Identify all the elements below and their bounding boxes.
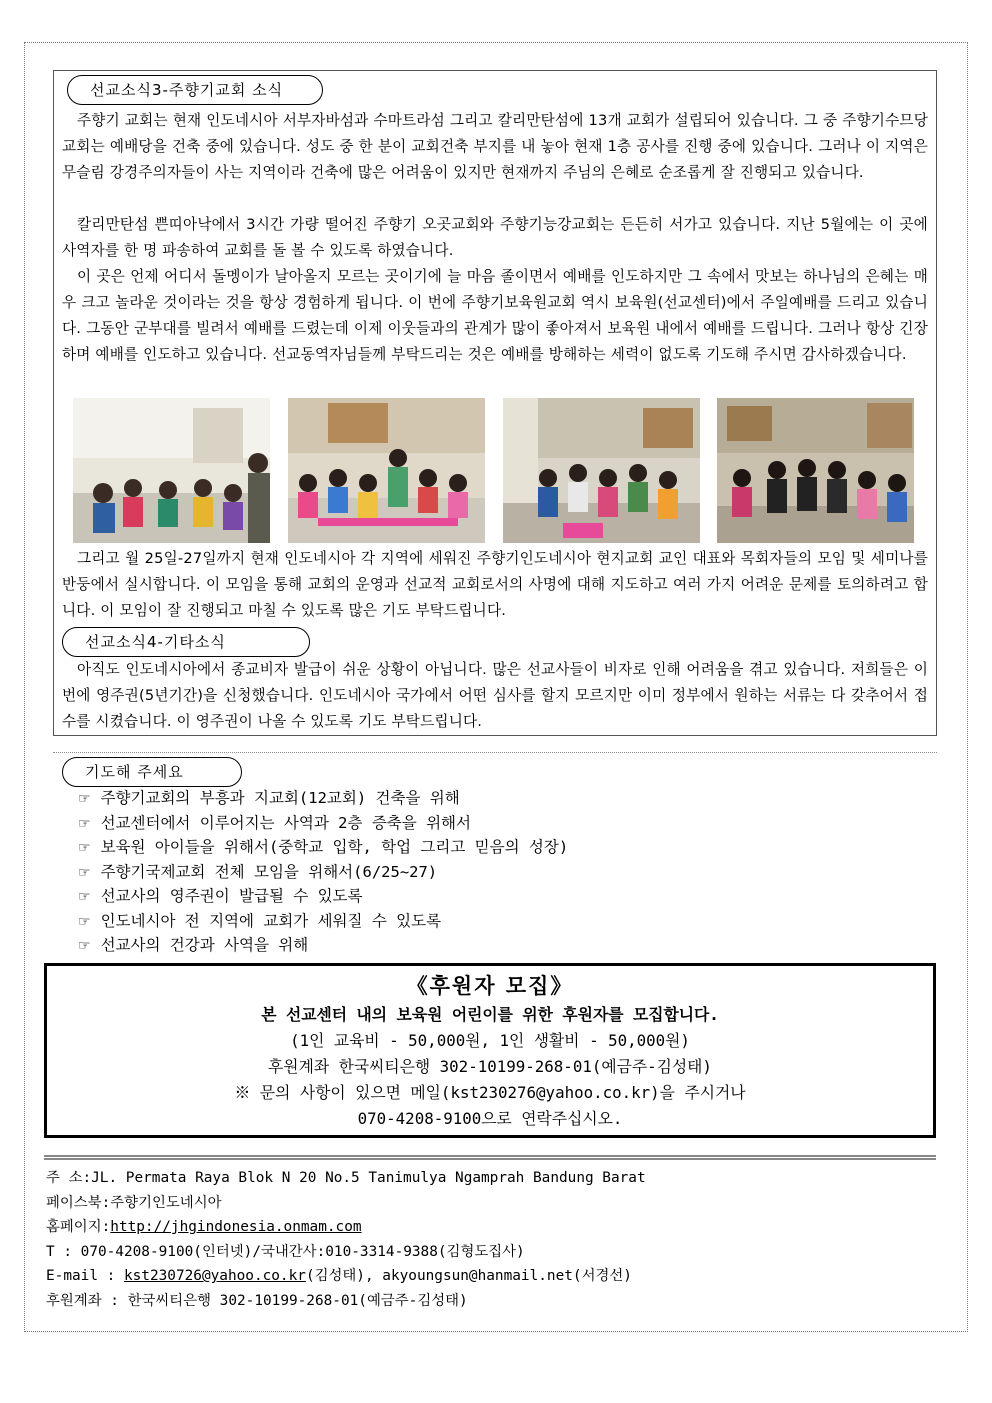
prayer-title: 기도해 주세요 [62, 757, 242, 787]
section4-paragraph: 아직도 인도네시아에서 종교비자 발급이 쉬운 상황이 아닙니다. 많은 선교사들이 비자로 인해 어려움을 겪고 있습니다. 저희들은 이번에 영주권(5년기간)을 신청했습니다. 인도네시아 국가에서 어떤 심사를 할지 모르지만 이미 정부에서 원하는 서류는 다 갖추어서 접수를 시켰습니다. 이 영주권이 나올 수 있도록 기도 부탁드립니다. [62, 661, 928, 730]
prayer-item: ☞ 주향기국제교회 전체 모임을 위해서(6/25~27) [78, 862, 438, 881]
section-divider [53, 752, 937, 753]
prayer-item: ☞ 선교사의 영주권이 발급될 수 있도록 [78, 887, 363, 905]
footer-divider [44, 1155, 936, 1160]
pointing-hand-icon: ☞ [78, 889, 91, 905]
email-link[interactable]: kst230726@yahoo.co.kr [123, 1268, 306, 1284]
photo-children-worship-3 [503, 398, 700, 543]
section3-paragraph-3: 이 곳은 언제 어디서 돌멩이가 날아올지 모르는 곳이기에 늘 마음 졸이면서 예배를 인도하지만 그 속에서 맛보는 하나님의 은혜는 매우 크고 놀라운 것이라는 것을 항상 경험하게 됩니다. 이 번에 주향기보육원교회 역시 보육원(선교센터)에서 주일예배를 드리고 있습니다. 그동안 군부대를 빌려서 예배를 드렸는데 이제 이웃들과의 관계가 많이 좋아져서 보육원 내에서 예배를 드립니다. 그러나 항상 긴장하며 예배를 인도하고 있습니다. 선교동역자님들께 부탁드리는 것은 예배를 방해하는 세력이 없도록 기도해 주시면 감사하겠습니다. [62, 268, 928, 363]
homepage-link[interactable]: http://jhgindonesia.onmam.com [110, 1219, 362, 1235]
facebook-line: 페이스북:주향기인도네시아 [46, 1194, 222, 1211]
homepage-line: 홈페이지:http://jhgindonesia.onmam.com [46, 1219, 362, 1235]
prayer-item: ☞ 보육원 아이들을 위해서(중학교 입학, 학업 그리고 믿음의 성장) [78, 838, 569, 856]
section4-title: 선교소식4-기타소식 [62, 627, 310, 657]
pointing-hand-icon: ☞ [78, 815, 91, 832]
email-line: E-mail : kst230726@yahoo.co.kr(김성태), akyoungsun@hanmail.net(서경선) [46, 1268, 632, 1284]
address-line: 주 소:JL. Permata Raya Blok N 20 No.5 Tanimulya Ngamprah Bandung Barat [46, 1170, 646, 1186]
prayer-list [78, 786, 568, 958]
pointing-hand-icon: ☞ [78, 913, 91, 930]
account-line: 후원계좌 : 한국씨티은행 302-10199-268-01(예금주-김성태) [46, 1292, 468, 1309]
section3-paragraph-4: 그리고 월 25일-27일까지 현재 인도네시아 각 지역에 세워진 주향기인도네시아 현지교회 교인 대표와 목회자들의 모임 및 세미나를 반둥에서 실시합니다. 이 모임을 통해 교회의 운영과 선교적 교회로서의 사명에 대해 지도하고 여러 가지 어려운 문제를 토의하려고 합니다. 이 모임이 잘 진행되고 마칠 수 있도록 많은 기도 부탁드립니다. [62, 550, 928, 619]
section3-title: 선교소식3-주향기교회 소식 [67, 75, 323, 105]
sponsor-line: ※ 문의 사항이 있으면 메일(kst230276@yahoo.co.kr)을 주시거나 [234, 1083, 746, 1102]
contact-footer [46, 1166, 646, 1313]
prayer-item: ☞ 주향기교회의 부흥과 지교회(12교회) 건축을 위해 [78, 789, 460, 807]
sponsor-recruitment-box [44, 963, 936, 1138]
pointing-hand-icon: ☞ [78, 864, 91, 881]
photo-children-worship-4 [717, 398, 914, 543]
pointing-hand-icon: ☞ [78, 938, 91, 954]
pointing-hand-icon: ☞ [78, 791, 91, 807]
sponsor-title: 《후원자 모집》 [406, 973, 574, 998]
photo-children-worship-1 [73, 398, 270, 543]
section3-paragraph-1: 주향기 교회는 현재 인도네시아 서부자바섬과 수마트라섬 그리고 칼리만탄섬에 13개 교회가 설립되어 있습니다. 그 중 주향기수므당교회는 예배당을 건축 중에 있습니다. 성도 중 한 분이 교회건축 부지를 내 놓아 현재 1층 공사를 진행 중에 있습니다. 그러나 이 지역은 무슬림 강경주의자들이 사는 지역이라 건축에 많은 어려움이 있지만 현재까지 주님의 은혜로 순조롭게 잘 진행되고 있습니다. [62, 112, 928, 181]
phone-line: T : 070-4208-9100(인터넷)/국내간사:010-3314-9388(김형도집사) [46, 1243, 525, 1260]
photo-children-worship-2 [288, 398, 485, 543]
prayer-item: ☞ 선교센터에서 이루어지는 사역과 2층 증축을 위해서 [78, 813, 471, 832]
sponsor-line: 070-4208-9100으로 연락주십시오. [357, 1109, 623, 1128]
sponsor-line: (1인 교육비 - 50,000원, 1인 생활비 - 50,000원) [290, 1031, 690, 1050]
pointing-hand-icon: ☞ [78, 840, 91, 856]
section3-paragraph-2: 칼리만탄섬 쁜띠아낙에서 3시간 가량 떨어진 주향기 오곳교회와 주향기능강교회는 든든히 서가고 있습니다. 지난 5월에는 이 곳에 사역자를 한 명 파송하여 교회를 돌 볼 수 있도록 하였습니다. [62, 216, 928, 259]
prayer-item: ☞ 인도네시아 전 지역에 교회가 세워질 수 있도록 [78, 911, 442, 930]
sponsor-line: 본 선교센터 내의 보육원 어린이를 위한 후원자를 모집합니다. [261, 1005, 719, 1024]
prayer-item: ☞ 선교사의 건강과 사역을 위해 [78, 936, 309, 954]
sponsor-line: 후원계좌 한국씨티은행 302-10199-268-01(예금주-김성태) [268, 1057, 712, 1076]
